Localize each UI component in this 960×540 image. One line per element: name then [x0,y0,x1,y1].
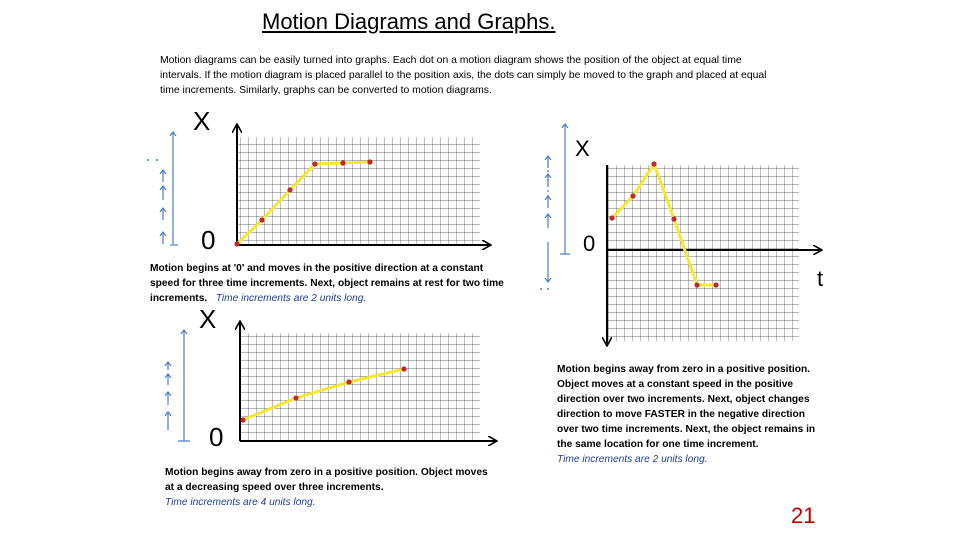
page-number: 21 [791,503,816,528]
graph-3-axis-label: X [199,304,217,334]
graph-2-motion-diagram [548,124,570,282]
graph-2-origin-label: 0 [583,231,596,256]
graph-1-motion-diagram [163,132,178,245]
graph-3-caption-note: Time increments are 4 units long. [165,497,316,508]
graph-1-origin-label: 0 [201,225,216,255]
graph-2-time-label: t [817,266,824,291]
graph-3-grid [240,333,480,441]
graph-1-caption-text: Motion begins at '0' and moves in the positive direction at a constant speed for three time increments. Next, object remains at rest for two time increments. [150,263,504,304]
graph-3-caption [165,465,495,510]
intro-paragraph: Motion diagrams can be easily turned into graphs. Each dot on a motion diagram shows the position of the object at equal time intervals. If the motion diagram is placed parallel to the position axis, the dots can simply be moved to the graph and placed at equal time increments. Similarly, graphs can be converted to motion diagrams. [160,55,767,96]
page-title: Motion Diagrams and Graphs. [262,9,556,34]
graph-2-caption-note: Time increments are 2 units long. [557,454,708,465]
graph-2-caption [557,362,827,467]
graph-3-origin-label: 0 [209,422,224,452]
graph-1-axis-label: X [193,106,211,136]
graph-2-axis-label: X [575,136,590,161]
graph-3-caption-text: Motion begins away from zero in a positive position. Object moves at a decreasing speed over three increments. [165,467,488,493]
graph-1-caption [150,261,510,306]
graph-2-caption-text: Motion begins away from zero in a positive position. Object moves at a constant speed in the positive direction over two increments. Next, object changes direction to move FASTER in the negative direction over two time increments. Next, the object remains in the same location for one time increment. [557,364,816,450]
graph-1-grid [237,137,480,245]
graph-3-motion-diagram [168,330,190,441]
graph-1-caption-note: Time increments are 2 units long. [215,293,367,304]
graph-1 [147,125,490,247]
